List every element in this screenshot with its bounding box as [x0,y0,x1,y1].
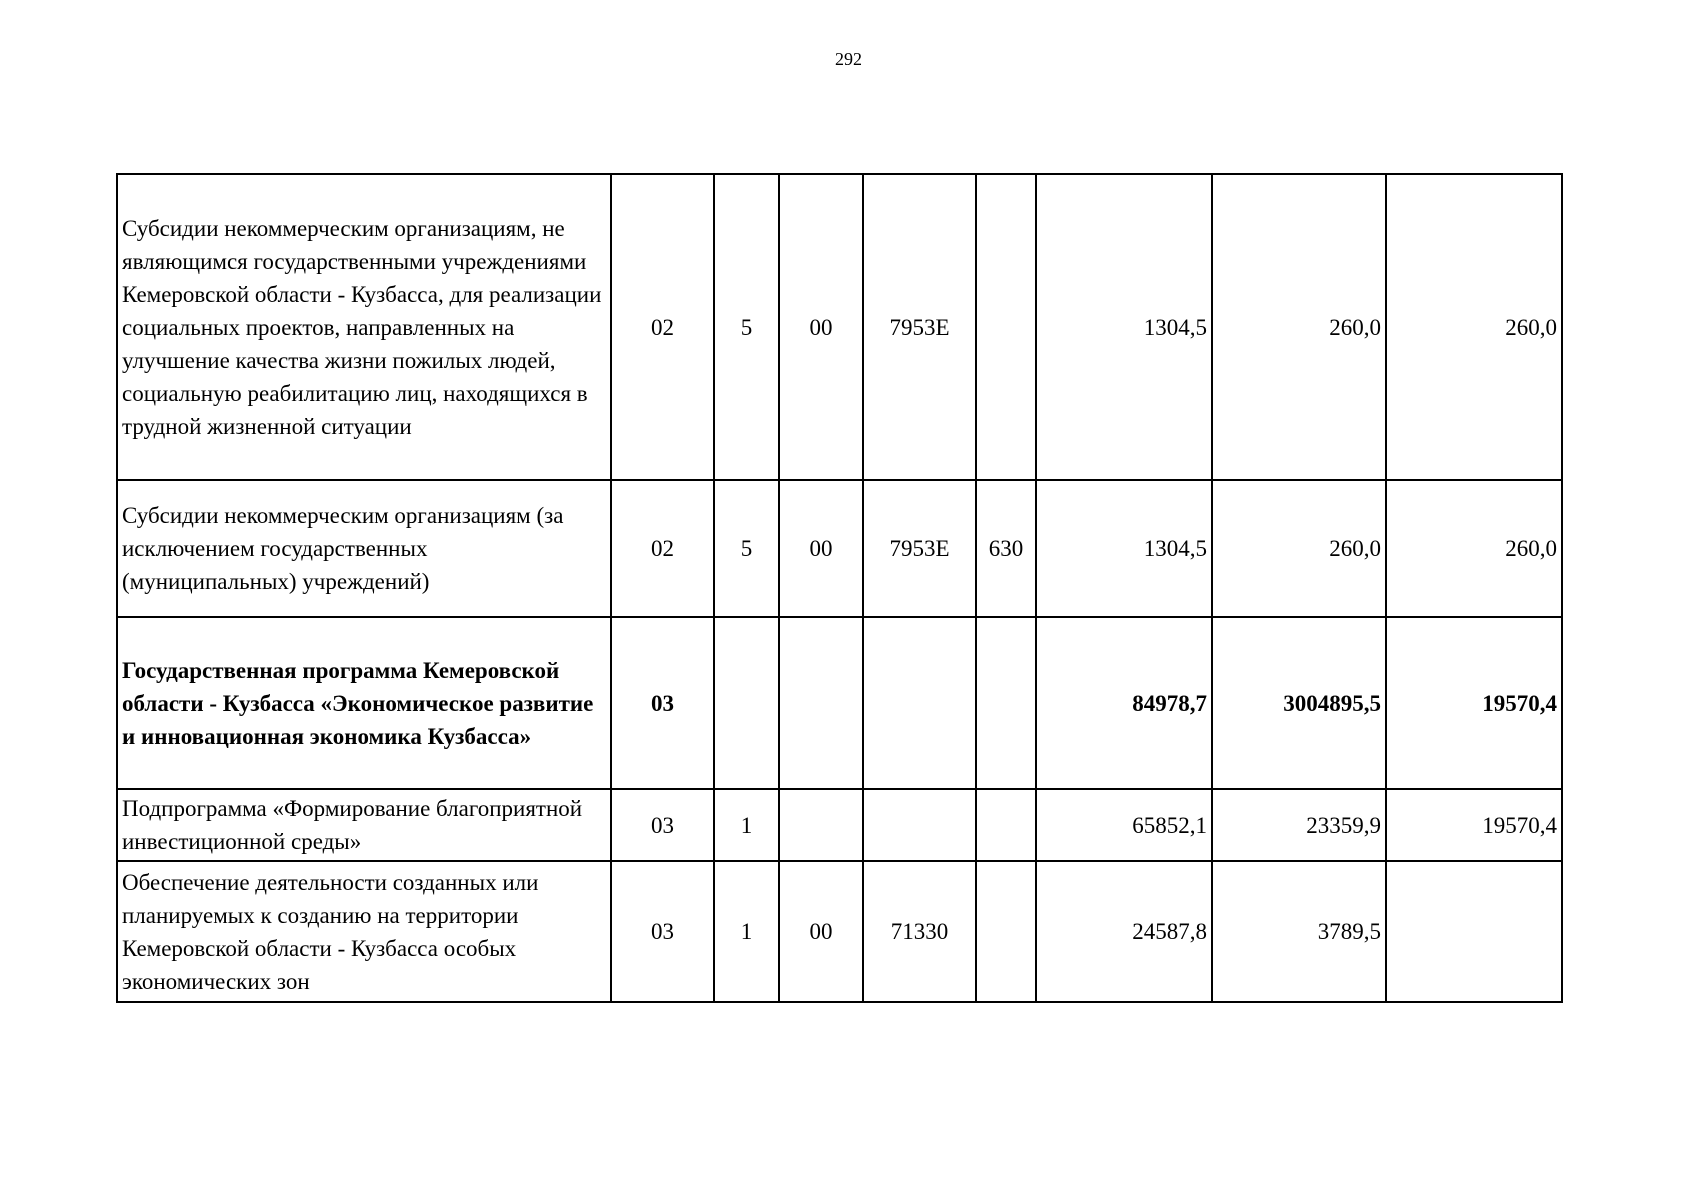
main-event-code-cell [779,617,863,789]
subprogram-code-cell: 5 [714,174,779,480]
subprogram-code-cell: 1 [714,789,779,861]
direction-code-cell [863,789,976,861]
main-event-code-cell: 00 [779,174,863,480]
direction-code-cell: 71330 [863,861,976,1002]
year1-amount-cell: 84978,7 [1036,617,1212,789]
row-name-cell: Субсидии некоммерческим организациям, не являющимся государственными учреждениями Кемеровской области - Кузбасса, для реализации социальных проектов, направленных на улучшение качества жизни пожилых людей, социальную реабилитацию лиц, находящихся в трудной жизненной ситуации [117,174,611,480]
year1-amount-cell: 65852,1 [1036,789,1212,861]
page-number: 292 [835,49,862,69]
year2-amount-cell: 260,0 [1212,480,1386,617]
table-row [117,861,1562,1002]
direction-code-cell [863,617,976,789]
budget-table [116,173,1563,1003]
program-code-cell: 03 [611,789,714,861]
row-name-cell: Государственная программа Кемеровской области - Кузбасса «Экономическое развитие и инновационная экономика Кузбасса» [117,617,611,789]
main-event-code-cell: 00 [779,861,863,1002]
year3-amount-cell: 19570,4 [1386,617,1562,789]
row-name-cell: Подпрограмма «Формирование благоприятной инвестиционной среды» [117,789,611,861]
program-code-cell: 03 [611,861,714,1002]
year2-amount-cell: 23359,9 [1212,789,1386,861]
subprogram-code-cell: 5 [714,480,779,617]
program-code-cell: 02 [611,174,714,480]
year2-amount-cell: 3004895,5 [1212,617,1386,789]
row-name-cell: Обеспечение деятельности созданных или планируемых к созданию на территории Кемеровской области - Кузбасса особых экономических зон [117,861,611,1002]
main-event-code-cell: 00 [779,480,863,617]
expense-type-cell [976,789,1036,861]
direction-code-cell: 7953E [863,174,976,480]
subprogram-code-cell: 1 [714,861,779,1002]
year3-amount-cell: 260,0 [1386,480,1562,617]
year1-amount-cell: 1304,5 [1036,174,1212,480]
year2-amount-cell: 260,0 [1212,174,1386,480]
expense-type-cell [976,861,1036,1002]
subprogram-code-cell [714,617,779,789]
direction-code-cell: 7953E [863,480,976,617]
year1-amount-cell: 1304,5 [1036,480,1212,617]
program-code-cell: 02 [611,480,714,617]
year3-amount-cell: 19570,4 [1386,789,1562,861]
expense-type-cell: 630 [976,480,1036,617]
table-row [117,617,1562,789]
expense-type-cell [976,617,1036,789]
table-row [117,174,1562,480]
table-row [117,789,1562,861]
program-code-cell: 03 [611,617,714,789]
year1-amount-cell: 24587,8 [1036,861,1212,1002]
year2-amount-cell: 3789,5 [1212,861,1386,1002]
year3-amount-cell [1386,861,1562,1002]
table-row [117,480,1562,617]
year3-amount-cell: 260,0 [1386,174,1562,480]
row-name-cell: Субсидии некоммерческим организациям (за исключением государственных (муниципальных) учреждений) [117,480,611,617]
main-event-code-cell [779,789,863,861]
expense-type-cell [976,174,1036,480]
